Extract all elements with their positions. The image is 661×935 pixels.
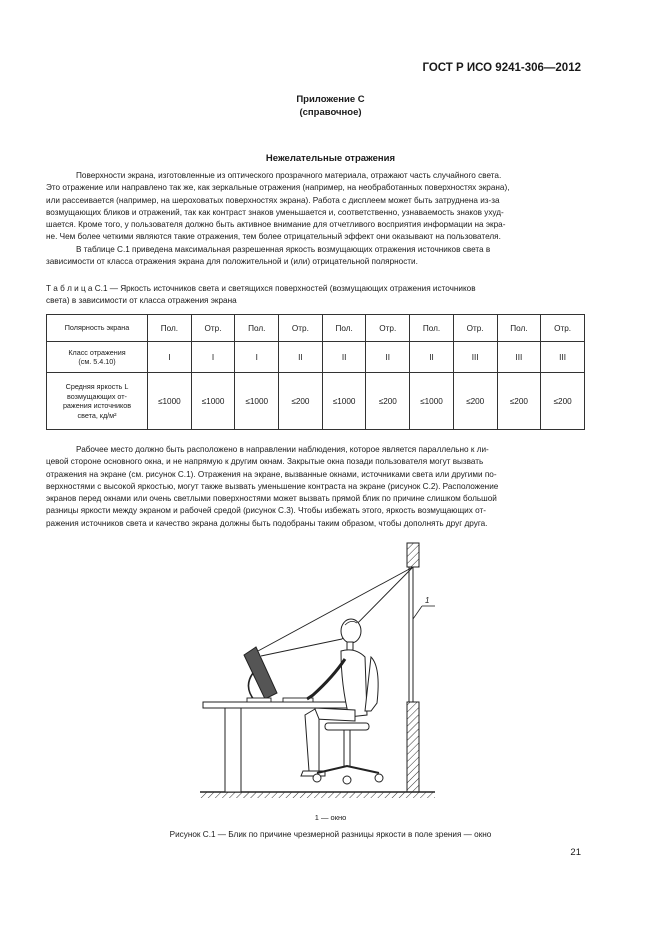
page-number: 21 — [570, 847, 581, 858]
table-cell: III — [541, 342, 585, 373]
table-cell: I — [148, 342, 192, 373]
table-caption-prefix: Т а б л и ц а С.1 — — [46, 284, 118, 293]
table-cell: Отр. — [453, 315, 497, 342]
table-cell: Отр. — [366, 315, 410, 342]
table-cell: Пол. — [148, 315, 192, 342]
row-header-line: (см. 5.4.10) — [78, 357, 116, 366]
table-cell: II — [279, 342, 323, 373]
annex-subtitle: (справочное) — [299, 107, 362, 118]
text-line: не. Чем более четкими являются такие отражения, тем более отрицательный эффект они оказывают на пользователя. — [46, 232, 501, 242]
text-line: В таблице С.1 приведена максимальная разрешенная яркость возмущающих отражения источников света в — [76, 245, 491, 254]
text-line: отражения на экране (см. рисунок С.1). Отражения на экране, вызванные окнами, источниками света или другими по- — [46, 469, 497, 479]
table-cell: III — [497, 342, 541, 373]
table-cell: ≤1000 — [410, 373, 454, 430]
seated-person — [301, 619, 367, 776]
figure-legend: 1 — окно — [314, 813, 347, 822]
table-cell: III — [453, 342, 497, 373]
text-line: верхностями с высокой яркостью, могут также вызвать уменьшение контраста на экране (рисунок С.2). Расположение — [46, 481, 499, 491]
row-header-line: Класс отражения — [68, 347, 126, 357]
monitor — [244, 647, 277, 702]
table-caption-line: света) в зависимости от класса отражения экрана — [46, 296, 237, 306]
table-cell: II — [322, 342, 366, 373]
table-caption-text: Яркость источников света и светящихся поверхностей (возмущающих отражения источников — [120, 284, 476, 293]
table-cell: Отр. — [191, 315, 235, 342]
table-cell: Пол. — [497, 315, 541, 342]
text-line: разницы яркости между экраном и рабочей средой (рисунок С.3). Чтобы избежать этого, яркость возмущающих от- — [46, 506, 486, 516]
table-row-luminance — [47, 373, 585, 430]
text-line: экранов перед окнами или очень светлыми поверхностями может вызвать прямой блик по причине слишком большой — [46, 494, 497, 504]
row-header — [47, 342, 148, 373]
table-row-polarity — [47, 315, 585, 342]
table-cell: ≤200 — [279, 373, 323, 430]
table-cell: ≤1000 — [322, 373, 366, 430]
text-line: зависимости от класса отражения экрана для положительной и (или) отрицательной полярности. — [46, 257, 418, 267]
table-row-reflection-class — [47, 342, 585, 373]
table-cell: ≤1000 — [148, 373, 192, 430]
table-cell: I — [235, 342, 279, 373]
table-cell: Пол. — [235, 315, 279, 342]
table-caption — [46, 283, 586, 307]
table-cell: Отр. — [541, 315, 585, 342]
window-icon — [409, 567, 413, 702]
table-cell: Пол. — [410, 315, 454, 342]
section-title: Нежелательные отражения — [265, 153, 396, 164]
table-cell: ≤200 — [366, 373, 410, 430]
table-cell: ≤200 — [541, 373, 585, 430]
text-line: или рассеивается (например, на шероховатых поверхностях экрана). Работа с дисплеем может быть затруднена из-за — [46, 195, 500, 205]
luminance-table — [46, 314, 585, 430]
callout-label: 1 — [425, 596, 430, 605]
callout-1 — [413, 596, 435, 619]
row-header-line: света, кд/м² — [77, 410, 117, 420]
row-header-line: возмущающих от- — [67, 391, 127, 401]
row-header-line: Средняя яркость L — [65, 382, 129, 391]
table-cell: II — [410, 342, 454, 373]
table-caption-line — [46, 283, 586, 295]
table-cell: ≤1000 — [235, 373, 279, 430]
table-cell: II — [366, 342, 410, 373]
glare-rays — [258, 567, 413, 656]
row-header — [47, 373, 148, 430]
document-code: ГОСТ Р ИСО 9241-306—2012 — [422, 62, 581, 74]
annex-title: Приложение С — [296, 94, 365, 105]
table-cell: Отр. — [279, 315, 323, 342]
paragraph-2 — [46, 244, 584, 269]
table-cell: ≤1000 — [191, 373, 235, 430]
annex-heading — [0, 93, 661, 119]
row-header: Полярность экрана — [47, 315, 148, 342]
table-cell: Пол. — [322, 315, 366, 342]
paragraph-3 — [46, 444, 584, 530]
table-cell: I — [191, 342, 235, 373]
text-line: ражения источников света и качество экрана должны быть подобраны таким образом, чтобы дополнять друг друга. — [46, 518, 488, 528]
row-header-line: ражения источников — [62, 401, 132, 410]
figure-workstation-illustration — [195, 535, 445, 807]
paragraph-1 — [46, 170, 584, 244]
table-cell: ≤200 — [497, 373, 541, 430]
table-cell: ≤200 — [453, 373, 497, 430]
text-line: Поверхности экрана, изготовленные из оптического прозрачного материала, отражают часть случайного света. — [76, 171, 502, 180]
figure-caption: Рисунок С.1 — Блик по причине чрезмерной разницы яркости в поле зрения — окно — [169, 830, 492, 839]
text-line: возмущающих бликов и отражений, так как контраст знаков уменьшается и, соответственно, узнаваемость знаков ухуд- — [46, 207, 504, 217]
text-line: цевой стороне основного окна, и не напрямую к другим окнам. Закрытые окна позади пользователя могут вызвать — [46, 457, 484, 467]
text-line: Это отражение или направлено так же, как зеркальные отражения (например, на необработанных поверхностях экрана), — [46, 183, 510, 193]
text-line: шается. Кроме того, у пользователя должно быть активное внимание для отчетливого восприятия информации на экра- — [46, 220, 506, 230]
floor — [200, 792, 435, 798]
text-line: Рабочее место должно быть расположено в направлении наблюдения, которое является параллельно к ли- — [76, 445, 489, 454]
